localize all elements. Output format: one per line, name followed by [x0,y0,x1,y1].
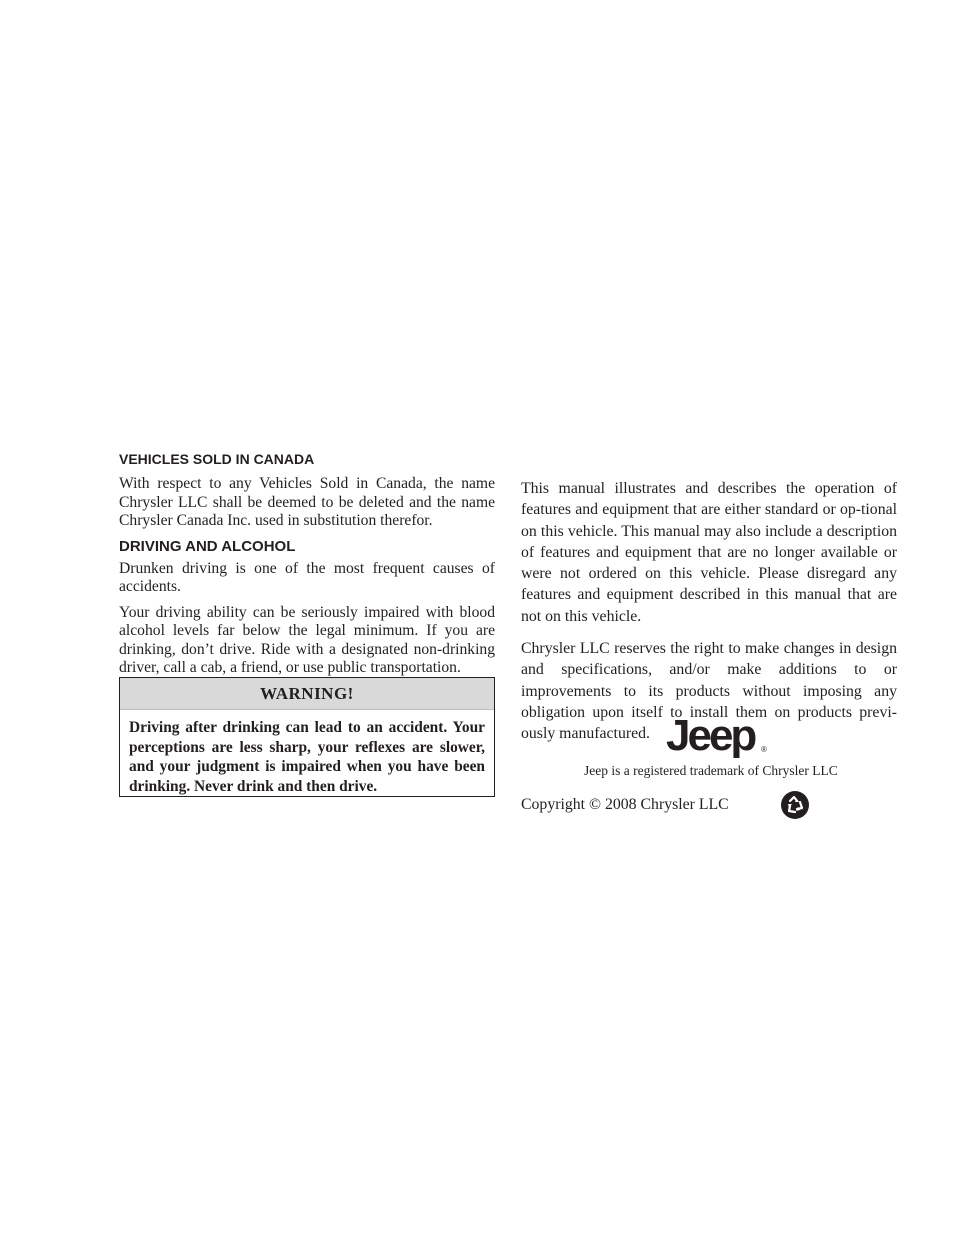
canada-paragraph: With respect to any Vehicles Sold in Canada, the name Chrysler LLC shall be deemed to be deleted and the name Chrysler Canada Inc. used in substitution therefor. [119,475,495,529]
warning-box [119,677,495,797]
warning-text: Driving after drinking can lead to an accident. Your perceptions are less sharp, your reflexes are slower, and your judgment is impaired when you have been drinking. Never drink and then drive. [129,719,485,795]
jeep-wordmark: Jeep [666,711,755,758]
warning-title: WARNING! [120,678,494,710]
reserves-rights-paragraph: Chrysler LLC reserves the right to make changes in design and specifications, and/or make additions to or improvements to its products without imposing any obligation upon itself to install them on products previ-ously manufactured. [521,640,897,743]
alcohol-paragraph-2: Your driving ability can be seriously impaired with blood alcohol levels far below the legal minimum. If you are drinking, don’t drive. Ride with a designated non-drinking driver, call a cab, a friend, or use public transportation. [119,603,495,676]
jeep-logo [664,710,774,758]
manual-description-paragraph: This manual illustrates and describes the operation of features and equipment that are either standard or op-tional on this vehicle. This manual may also include a description of features and equipment that are no longer available or were not ordered on this vehicle. Please disregard any features and equipment described in this manual that are not on this vehicle. [521,480,897,625]
registered-mark: ® [761,745,767,754]
heading-driving-and-alcohol: DRIVING AND ALCOHOL [119,537,296,555]
heading-vehicles-sold-in-canada: VEHICLES SOLD IN CANADA [119,451,315,467]
copyright-notice: Copyright © 2008 Chrysler LLC [521,796,729,813]
alcohol-paragraph-1: Drunken driving is one of the most frequent causes of accidents. [119,559,495,595]
recycle-icon [780,790,810,820]
trademark-notice: Jeep is a registered trademark of Chrysler LLC [584,763,838,778]
left-column [119,450,495,685]
